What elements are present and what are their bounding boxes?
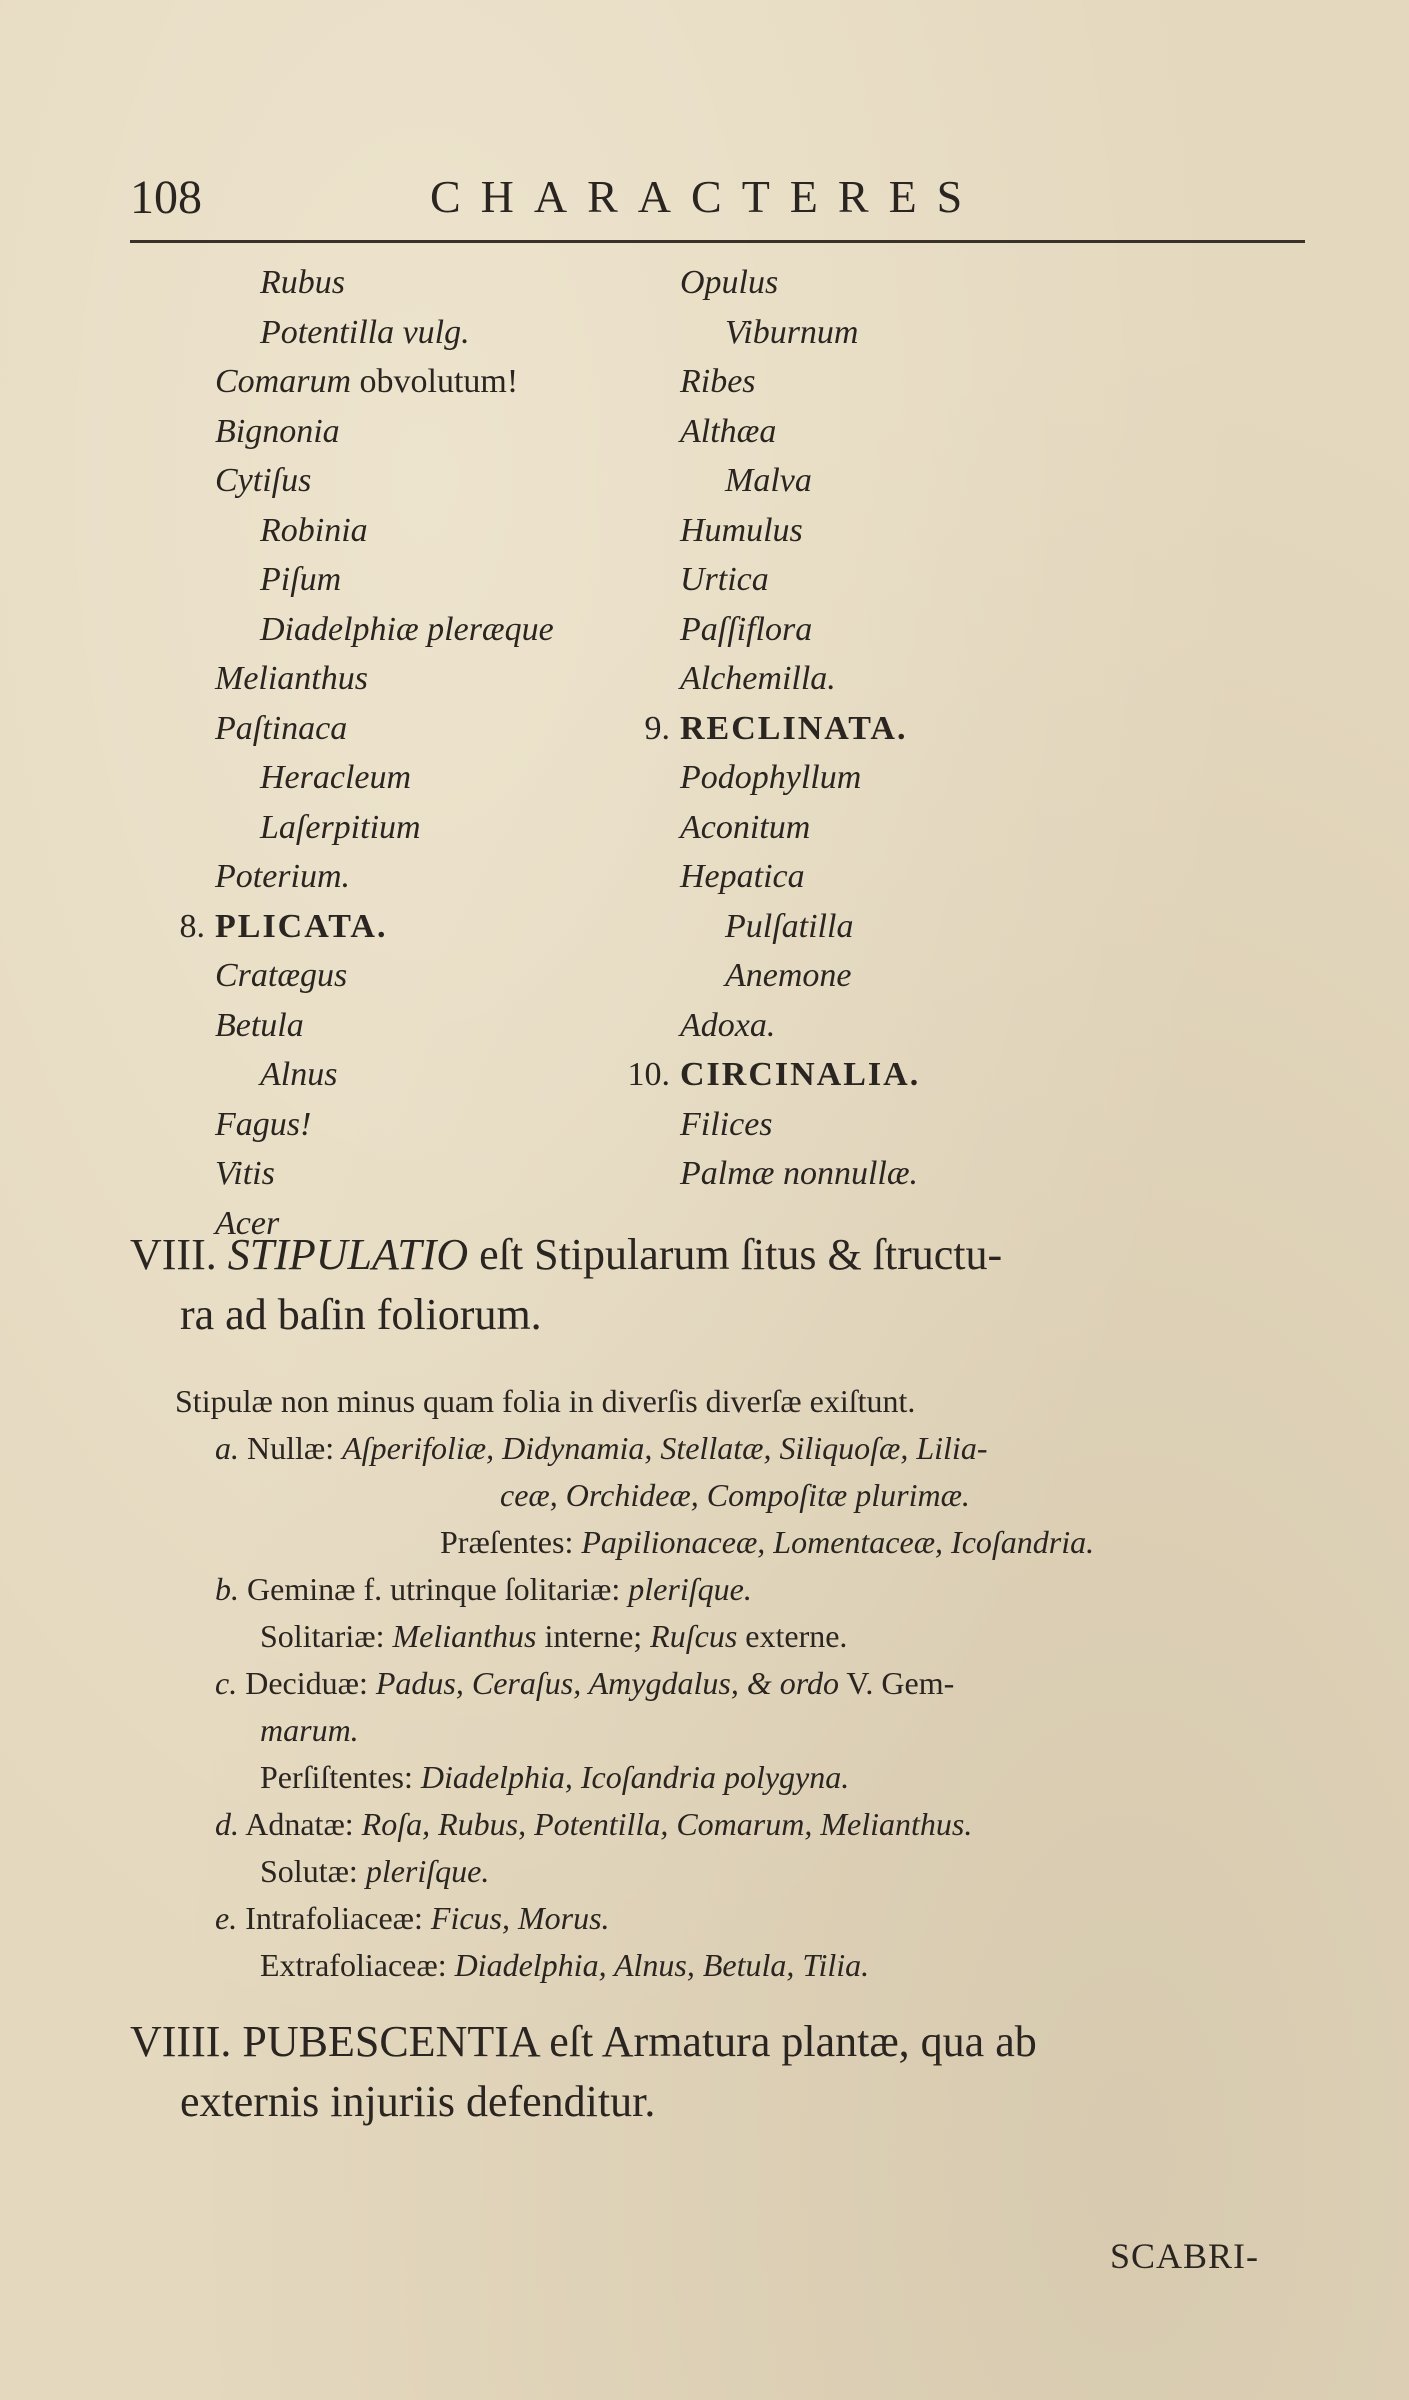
species-list-item — [215, 407, 685, 457]
item-head: Adnatæ: — [245, 1806, 354, 1842]
species-list-item — [627, 1050, 1200, 1100]
item-values: Padus, Ceraſus, Amygdalus, & ordo — [375, 1665, 839, 1701]
item-text: externe. — [737, 1618, 848, 1654]
species-name: Paſſiflora — [680, 610, 813, 648]
section-text: eſt Stipularum ſitus & ſtructu- — [468, 1230, 1003, 1279]
section-heading — [130, 1225, 1310, 1285]
item-e — [130, 1895, 1310, 1942]
category-heading: CIRCINALIA. — [680, 1056, 921, 1093]
species-name: Pulſatilla — [725, 907, 854, 945]
item-values: Diadelphia, Alnus, Betula, Tilia. — [454, 1947, 870, 1983]
species-list-item — [680, 951, 1200, 1001]
species-list-item — [215, 506, 685, 556]
item-head: Deciduæ: — [245, 1665, 368, 1701]
category-number: 8. — [179, 907, 205, 945]
species-list-item — [680, 852, 1200, 902]
species-list-item — [680, 407, 1200, 457]
item-b-solitariae — [130, 1613, 1310, 1660]
species-name: Heracleum — [260, 759, 412, 796]
species-list-item — [680, 456, 1200, 506]
species-list-item — [215, 1100, 685, 1150]
species-list-item — [215, 704, 685, 754]
species-name: Comarum — [215, 363, 352, 400]
species-name: Potentilla vulg. — [260, 313, 470, 351]
species-name: Bignonia — [215, 412, 340, 450]
species-list-item — [215, 753, 685, 803]
species-name: Betula — [215, 1006, 304, 1044]
item-values: Ficus, Morus. — [430, 1900, 610, 1936]
species-list-item — [680, 555, 1200, 605]
item-text: interne; — [536, 1618, 651, 1654]
species-name: Rubus — [260, 264, 345, 301]
item-b — [130, 1566, 1310, 1613]
species-list-item — [215, 803, 685, 853]
item-values: marum. — [260, 1712, 359, 1748]
species-list-item — [215, 555, 685, 605]
page-number: 108 — [130, 171, 202, 224]
species-list-item — [644, 704, 1200, 754]
species-list-item — [215, 357, 685, 407]
species-name: Alchemilla. — [680, 660, 836, 697]
species-list-item — [215, 852, 685, 902]
species-list-item — [215, 951, 685, 1001]
category-heading: PLICATA. — [215, 907, 388, 945]
item-head: Præſentes: — [440, 1524, 574, 1560]
species-name: Paſtinaca — [215, 709, 348, 747]
item-d — [130, 1801, 1310, 1848]
species-name: Laſerpitium — [260, 808, 421, 846]
species-name: Palmæ nonnullæ. — [680, 1155, 919, 1192]
species-name: Hepatica — [680, 858, 805, 895]
species-name: Piſum — [260, 561, 342, 598]
section-text-continued: externis injuriis defenditur. — [180, 2077, 656, 2126]
item-values: Ruſcus — [650, 1618, 738, 1654]
item-values: Roſa, Rubus, Potentilla, Comarum, Melianthus. — [361, 1806, 973, 1842]
species-list-item — [680, 753, 1200, 803]
item-values: Melianthus — [392, 1618, 537, 1654]
species-list-item — [680, 654, 1200, 704]
species-list-right — [627, 258, 1200, 1199]
species-list-item — [680, 506, 1200, 556]
item-label: d. — [215, 1806, 239, 1842]
category-heading: RECLINATA. — [680, 709, 908, 747]
item-values: Diadelphia, Icoſandria polygyna. — [420, 1759, 850, 1795]
section-heading — [130, 2012, 1310, 2072]
species-list-item — [215, 654, 685, 704]
item-head: Nullæ: — [247, 1430, 335, 1466]
item-head: Solutæ: — [260, 1853, 358, 1889]
catchword: SCABRI- — [1109, 2236, 1259, 2276]
species-list-item — [215, 1001, 685, 1051]
species-list-item — [680, 803, 1200, 853]
species-name: Adoxa. — [680, 1006, 776, 1044]
species-name: Acer — [215, 1204, 280, 1242]
item-label: e. — [215, 1900, 238, 1936]
species-list-item — [680, 357, 1200, 407]
species-name: Melianthus — [215, 660, 368, 697]
species-name: Poterium. — [215, 858, 351, 895]
species-name: Malva — [725, 462, 812, 499]
section-text-continued: ra ad baſin foliorum. — [180, 1290, 542, 1339]
item-a-praesentes — [130, 1519, 1310, 1566]
stipulae-list — [130, 1378, 1310, 1989]
species-name: Vitis — [215, 1155, 275, 1192]
species-name: Althæa — [680, 412, 777, 450]
species-name: Filices — [680, 1105, 773, 1143]
species-list-item — [680, 605, 1200, 655]
species-list-item — [215, 258, 685, 308]
item-c — [130, 1660, 1310, 1707]
section-title: PUBESCENTIA — [242, 2017, 539, 2066]
item-label: b. — [215, 1571, 239, 1607]
species-name: Opulus — [680, 264, 779, 301]
section-text: eſt Armatura plantæ, qua ab — [538, 2017, 1037, 2066]
species-name: Fagus! — [215, 1105, 312, 1143]
header-rule — [130, 240, 1305, 243]
category-number: 10. — [627, 1056, 670, 1093]
species-list-item — [680, 1100, 1200, 1150]
species-list-item — [680, 308, 1200, 358]
species-list-item — [215, 456, 685, 506]
item-head: Intrafoliaceæ: — [245, 1900, 423, 1936]
species-name: Cytiſus — [215, 462, 312, 499]
item-values: Aſperifoliæ, Didynamia, Stellatæ, Siliquoſæ, Lilia- — [342, 1430, 988, 1466]
species-list-item — [179, 902, 685, 952]
species-list-item — [680, 1001, 1200, 1051]
species-name: Diadelphiæ pleræque — [260, 610, 554, 648]
species-name: Ribes — [680, 363, 756, 400]
section-title: STIPULATIO — [227, 1230, 469, 1279]
item-c-persistentes — [130, 1754, 1310, 1801]
species-list-item — [215, 1050, 685, 1100]
species-note: obvolutum! — [351, 363, 519, 400]
species-name: Cratægus — [215, 957, 348, 994]
item-values: ceæ, Orchideæ, Compoſitæ plurimæ. — [500, 1477, 970, 1513]
item-head: Perſiſtentes: — [260, 1759, 413, 1795]
item-values: pleriſque. — [628, 1571, 752, 1607]
species-name: Humulus — [680, 511, 803, 549]
item-d-solutae — [130, 1848, 1310, 1895]
item-head: Solitariæ: — [260, 1618, 385, 1654]
page-header — [130, 170, 1310, 230]
species-name: Viburnum — [725, 313, 859, 351]
species-list-left — [179, 258, 685, 1248]
running-title: CHARACTERES — [430, 171, 983, 222]
item-a-continued — [130, 1472, 1310, 1519]
item-c-continued — [130, 1707, 1310, 1754]
species-name: Alnus — [260, 1056, 338, 1093]
species-list-item — [680, 902, 1200, 952]
species-name: Aconitum — [680, 808, 811, 846]
species-name: Urtica — [680, 561, 769, 598]
item-head: Geminæ f. utrinque ſolitariæ: — [247, 1571, 621, 1607]
species-name: Robinia — [260, 511, 368, 549]
species-name: Podophyllum — [680, 759, 862, 796]
item-text: V. Gem- — [838, 1665, 955, 1701]
item-label: a. — [215, 1430, 239, 1466]
item-values: Papilionaceæ, Lomentaceæ, Icoſandria. — [581, 1524, 1095, 1560]
item-values: pleriſque. — [365, 1853, 490, 1889]
species-list-item — [215, 308, 685, 358]
species-list-item — [215, 605, 685, 655]
species-list-item — [680, 258, 1200, 308]
item-head: Extrafoliaceæ: — [260, 1947, 447, 1983]
item-label: c. — [215, 1665, 238, 1701]
species-list-item — [215, 1149, 685, 1199]
section-number: VIII. — [130, 1230, 217, 1279]
species-name: Anemone — [725, 957, 852, 994]
section-number: VIIII. — [130, 2017, 232, 2066]
item-e-extrafoliaceae — [130, 1942, 1310, 1989]
section-stipulatio — [130, 1225, 1310, 1345]
item-a — [130, 1425, 1310, 1472]
species-list-item — [680, 1149, 1200, 1199]
category-number: 9. — [644, 709, 670, 747]
section-pubescentia — [130, 2012, 1310, 2132]
stipulae-intro: Stipulæ non minus quam folia in diverſis diverſæ exiſtunt. — [175, 1383, 916, 1419]
